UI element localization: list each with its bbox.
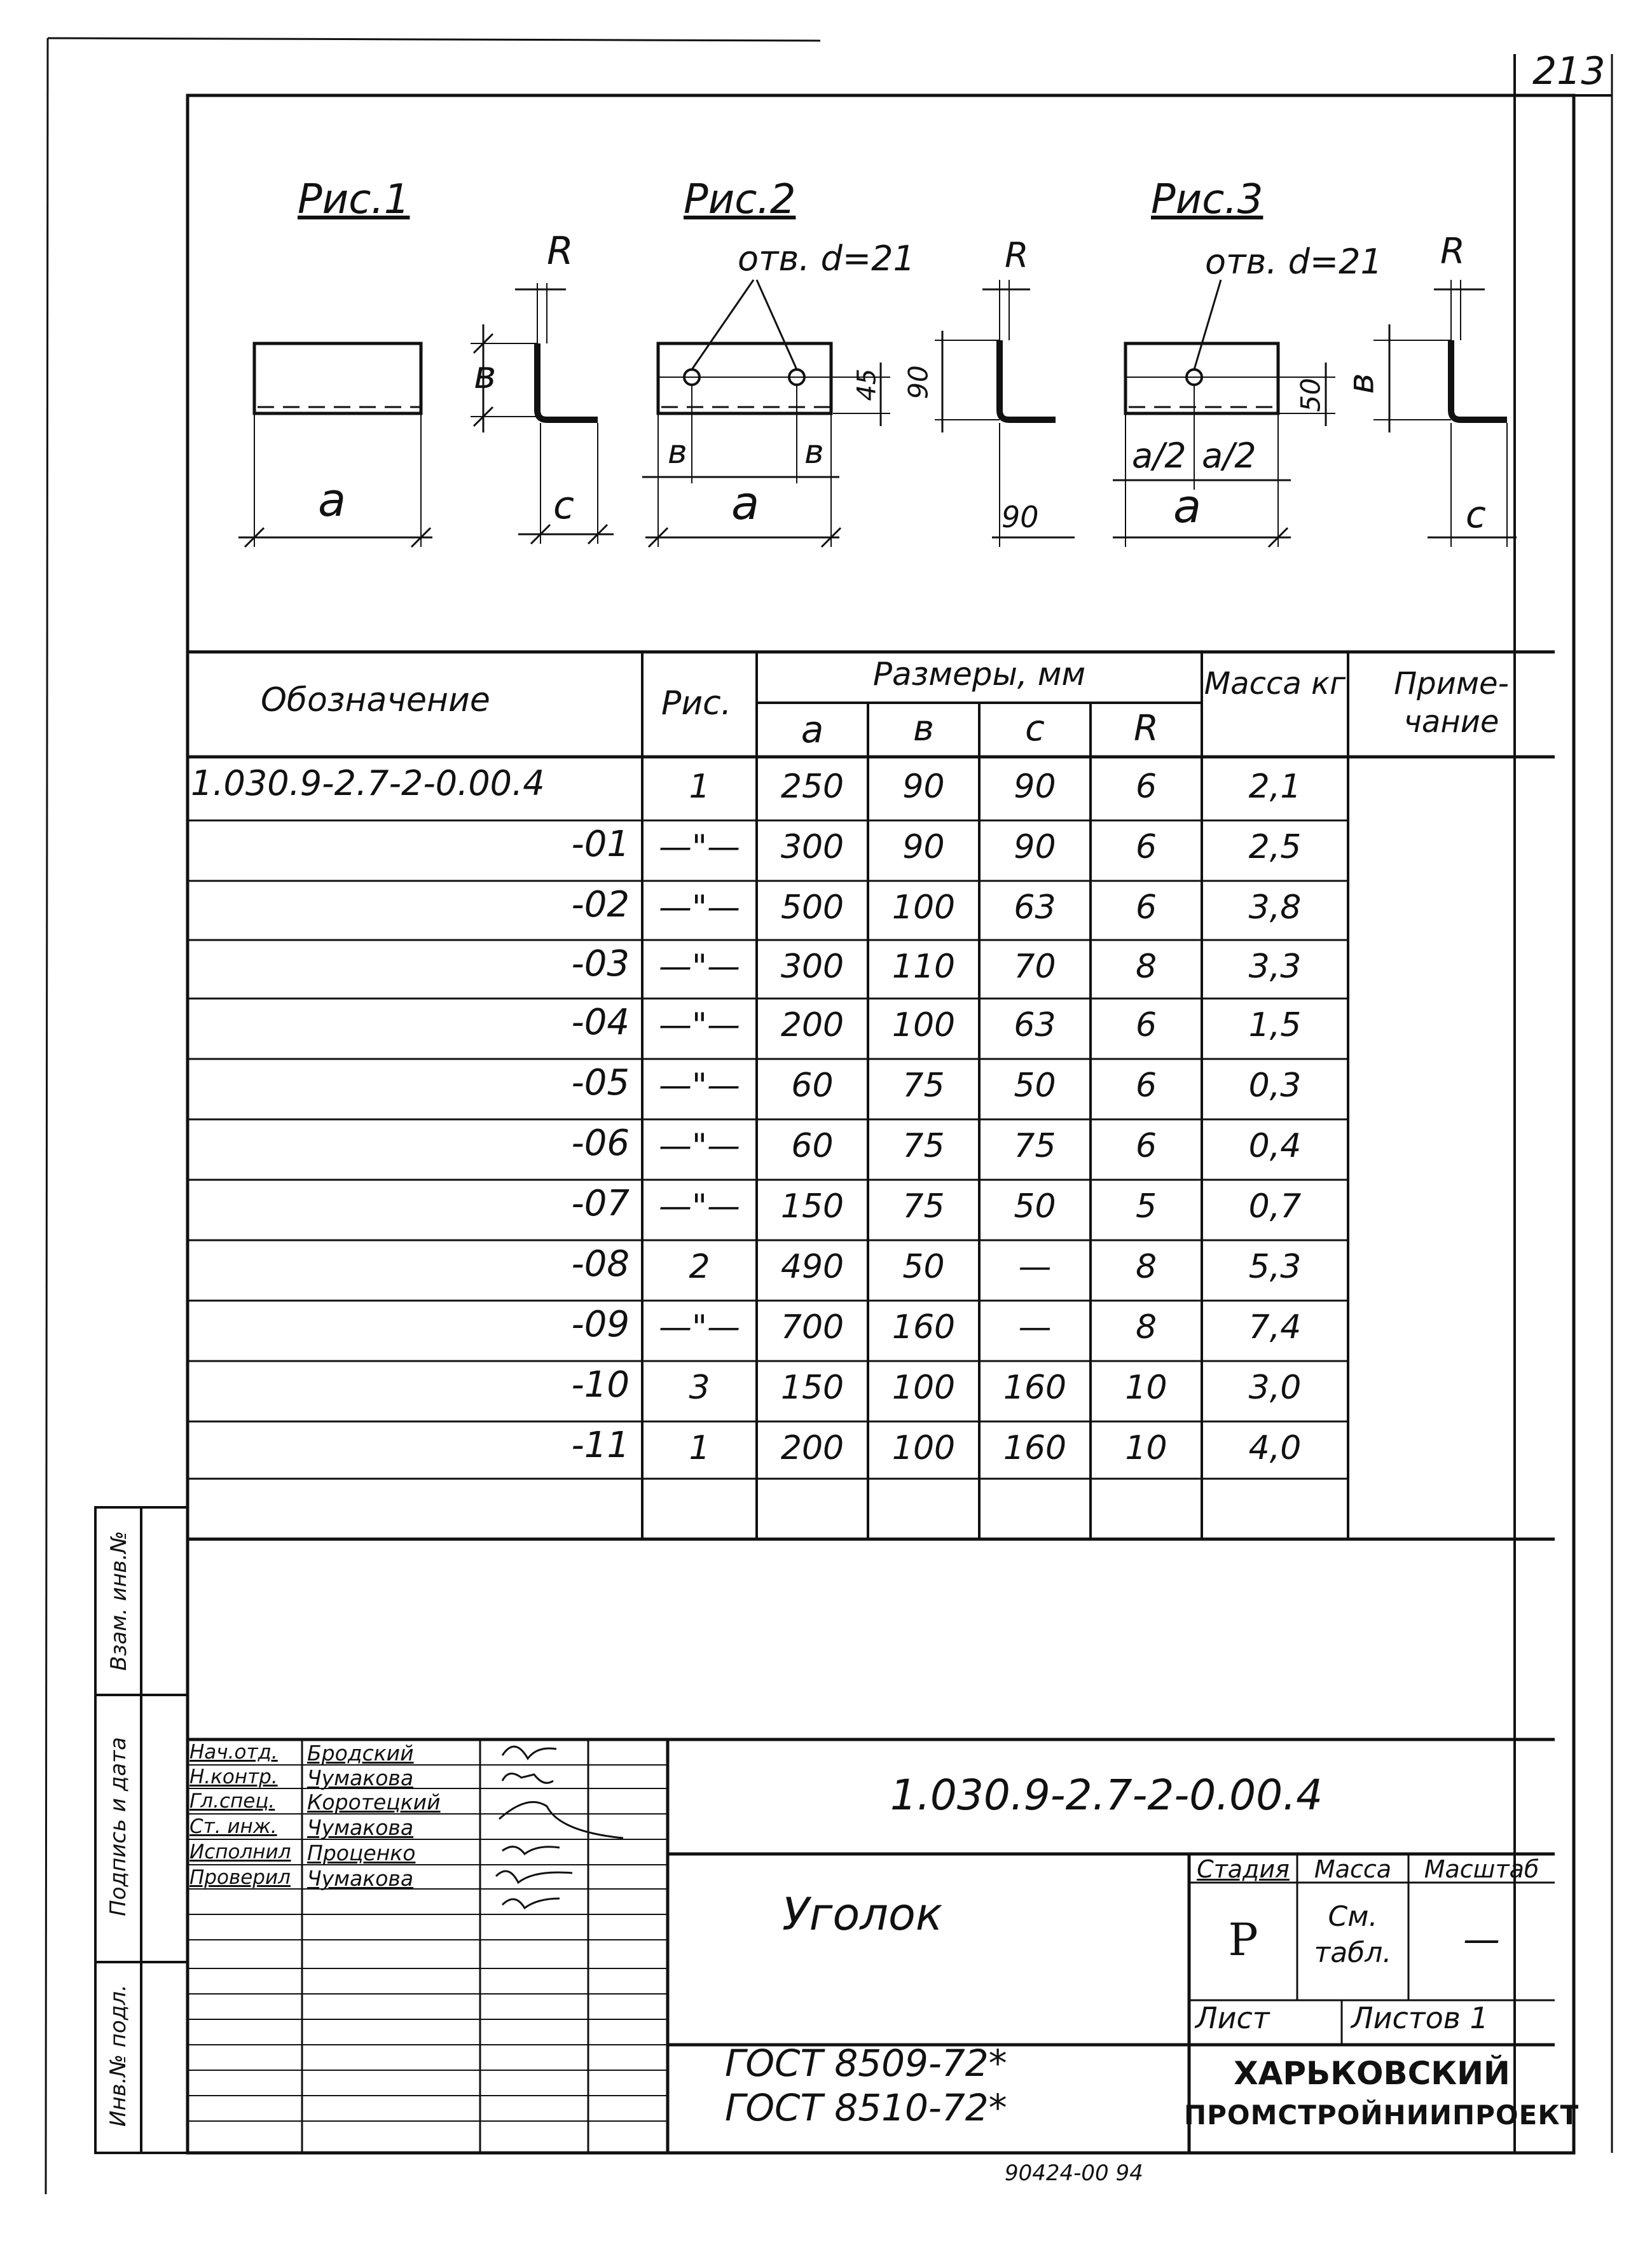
standard-1: ГОСТ 8509-72* (725, 2042, 1007, 2085)
row-cell-fig: 1 (689, 768, 710, 806)
row-cell-c: 75 (1014, 1127, 1056, 1165)
row-designation: -10 (571, 1364, 630, 1406)
fig1-dim-b: в (474, 353, 497, 398)
row-cell-c: — (1018, 1248, 1052, 1286)
row-designation: -09 (571, 1304, 630, 1345)
row-cell-mass: 1,5 (1248, 1006, 1302, 1044)
header-dimensions: Размеры, мм (872, 656, 1086, 693)
row-cell-a: 500 (780, 888, 844, 927)
row-designation: 1.030.9-2.7-2-0.00.4 (191, 763, 545, 803)
row-cell-a: 250 (780, 768, 844, 806)
stage-label: Стадия (1197, 1855, 1290, 1883)
mass-label: Масса (1314, 1855, 1392, 1883)
side-label-replaced: Взам. инв.№ (106, 1530, 132, 1671)
row-cell-b: 110 (891, 948, 956, 986)
standard-2: ГОСТ 8510-72* (725, 2086, 1007, 2129)
side-label-inventory: Инв.№ подл. (106, 1984, 131, 2127)
fig3-title: Рис.3 (1151, 176, 1263, 223)
row-cell-r: 5 (1135, 1187, 1157, 1226)
fig2-dim-r: R (1005, 235, 1029, 275)
role-person: Чумакова (307, 1866, 414, 1891)
row-cell-b: 160 (891, 1308, 956, 1346)
header-note: Приме- чание (1394, 666, 1509, 740)
fig2-dim-b2: в (804, 433, 824, 471)
row-cell-c: 63 (1014, 888, 1056, 927)
row-cell-mass: 3,0 (1248, 1369, 1302, 1407)
row-cell-fig: 3 (689, 1369, 710, 1407)
fig2-dim-90-horiz: 90 (1002, 500, 1039, 534)
header-b: в (912, 708, 934, 749)
row-cell-r: 10 (1125, 1369, 1167, 1407)
scale-label: Масштаб (1424, 1855, 1539, 1883)
fig2-hole-label: отв. d=21 (738, 239, 915, 279)
stage-value: Р (1228, 1914, 1258, 1966)
row-cell-a: 700 (780, 1308, 844, 1346)
row-cell-b: 50 (902, 1248, 945, 1286)
row-cell-a: 300 (780, 828, 844, 866)
row-cell-b: 100 (891, 1429, 956, 1467)
row-designation: -03 (571, 943, 630, 985)
row-cell-c: 63 (1014, 1006, 1056, 1044)
role-person: Чумакова (307, 1815, 414, 1840)
row-cell-b: 90 (902, 768, 945, 806)
document-code: 1.030.9-2.7-2-0.00.4 (890, 1771, 1323, 1820)
row-cell-a: 150 (780, 1187, 844, 1226)
row-cell-mass: 7,4 (1248, 1308, 1302, 1346)
row-cell-mass: 0,4 (1248, 1127, 1302, 1165)
row-designation: -02 (571, 884, 630, 925)
sheet-label: Лист (1195, 2001, 1270, 2035)
role-title: Н.контр. (189, 1766, 278, 1788)
signatures (496, 1746, 623, 1908)
row-cell-fig: —"— (659, 1067, 740, 1105)
row-designation: -07 (571, 1183, 630, 1224)
fig2-dim-90-vert: 90 (902, 365, 934, 399)
role-title: Гл.спец. (189, 1790, 275, 1813)
row-cell-a: 60 (791, 1127, 834, 1165)
row-cell-r: 6 (1135, 828, 1157, 866)
header-fig: Рис. (661, 684, 732, 723)
row-cell-r: 6 (1135, 1006, 1157, 1044)
fig3-dim-half-a-left: a/2 (1132, 436, 1187, 476)
role-person: Чумакова (307, 1766, 414, 1790)
row-cell-b: 100 (891, 1369, 956, 1407)
organization-line-2: ПРОМСТРОЙНИИПРОЕКТ (1184, 2099, 1580, 2131)
fig2-title: Рис.2 (684, 176, 796, 223)
header-c: с (1025, 708, 1045, 749)
header-r: R (1134, 708, 1159, 749)
fig2-dim-a: a (731, 476, 760, 530)
item-name: Уголок (782, 1888, 943, 1940)
header-a: a (801, 708, 824, 751)
row-cell-c: — (1018, 1308, 1052, 1346)
role-title: Ст. инж. (189, 1815, 277, 1838)
row-cell-c: 50 (1014, 1067, 1056, 1105)
row-cell-r: 6 (1135, 1067, 1157, 1105)
row-cell-c: 90 (1014, 828, 1056, 866)
row-cell-mass: 5,3 (1248, 1248, 1302, 1286)
row-cell-mass: 2,5 (1248, 828, 1302, 866)
fig3-hole-label: отв. d=21 (1205, 242, 1382, 282)
fig3-dim-half-a-right: a/2 (1202, 436, 1256, 476)
row-cell-b: 100 (891, 1006, 956, 1044)
footer-stamp: 90424-00 94 (1005, 2161, 1143, 2186)
row-cell-a: 490 (780, 1248, 844, 1286)
row-cell-mass: 3,8 (1248, 888, 1302, 927)
fig2-dim-45: 45 (852, 368, 882, 401)
side-label-signature: Подпись и дата (106, 1737, 131, 1916)
row-designation: -08 (571, 1243, 630, 1285)
row-cell-b: 90 (902, 828, 945, 866)
row-cell-fig: 2 (689, 1248, 710, 1286)
row-cell-c: 70 (1014, 948, 1056, 986)
fig3-dim-50: 50 (1295, 378, 1326, 412)
row-cell-fig: 1 (689, 1429, 710, 1467)
row-cell-mass: 4,0 (1248, 1429, 1302, 1467)
row-cell-r: 8 (1135, 948, 1157, 986)
row-cell-fig: —"— (659, 1127, 740, 1165)
fig1-dim-a: a (318, 473, 347, 527)
scale-value: — (1463, 1918, 1500, 1961)
row-designation: -04 (571, 1002, 630, 1043)
row-cell-b: 75 (902, 1067, 945, 1105)
row-cell-fig: —"— (659, 1308, 740, 1346)
row-cell-r: 6 (1135, 768, 1157, 806)
role-title: Проверил (189, 1866, 291, 1889)
row-designation: -05 (571, 1062, 630, 1103)
row-cell-fig: —"— (659, 888, 740, 927)
row-cell-c: 50 (1014, 1187, 1056, 1226)
row-cell-b: 75 (902, 1127, 945, 1165)
organization-line-1: ХАРЬКОВСКИЙ (1234, 2055, 1510, 2092)
role-person: Бродский (307, 1741, 414, 1766)
fig1-dim-r: R (547, 229, 574, 273)
row-designation: -06 (571, 1123, 630, 1164)
row-cell-mass: 2,1 (1248, 768, 1302, 806)
row-cell-b: 75 (902, 1187, 945, 1226)
row-cell-c: 160 (1003, 1369, 1067, 1407)
fig1-dim-c: с (553, 483, 574, 528)
fig3-dim-c: с (1466, 493, 1486, 536)
row-cell-a: 150 (780, 1369, 844, 1407)
row-cell-fig: —"— (659, 828, 740, 866)
role-title: Нач.отд. (189, 1741, 278, 1764)
role-person: Коротецкий (307, 1790, 441, 1815)
row-designation: -01 (571, 824, 630, 865)
header-mass: Масса кг (1204, 666, 1346, 702)
row-cell-b: 100 (891, 888, 956, 927)
row-cell-fig: —"— (659, 1006, 740, 1044)
role-title: Исполнил (189, 1841, 291, 1863)
fig3-dim-r: R (1440, 231, 1465, 272)
row-cell-r: 8 (1135, 1248, 1157, 1286)
row-cell-mass: 0,7 (1248, 1187, 1302, 1226)
row-cell-r: 10 (1125, 1429, 1167, 1467)
row-cell-c: 160 (1003, 1429, 1067, 1467)
mass-value: См. табл. (1314, 1900, 1392, 1970)
header-designation: Обозначение (261, 681, 490, 719)
row-designation: -11 (571, 1425, 630, 1466)
fig1-title: Рис.1 (298, 176, 410, 223)
role-person: Проценко (307, 1841, 416, 1865)
row-cell-r: 6 (1135, 888, 1157, 927)
row-cell-a: 200 (780, 1429, 844, 1467)
row-cell-mass: 3,3 (1248, 948, 1302, 986)
row-cell-fig: —"— (659, 948, 740, 986)
row-cell-c: 90 (1014, 768, 1056, 806)
row-cell-a: 60 (791, 1067, 834, 1105)
fig3-dim-a: a (1173, 480, 1202, 533)
row-cell-fig: —"— (659, 1187, 740, 1226)
row-cell-r: 8 (1135, 1308, 1157, 1346)
sheets-label: Листов 1 (1351, 2001, 1489, 2035)
sheet-number: 213 (1532, 49, 1606, 93)
row-cell-r: 6 (1135, 1127, 1157, 1165)
fig3-dim-b: в (1340, 373, 1382, 394)
row-cell-mass: 0,3 (1248, 1067, 1302, 1105)
row-cell-a: 200 (780, 1006, 844, 1044)
row-cell-a: 300 (780, 948, 844, 986)
fig2-dim-b1: в (668, 433, 687, 471)
